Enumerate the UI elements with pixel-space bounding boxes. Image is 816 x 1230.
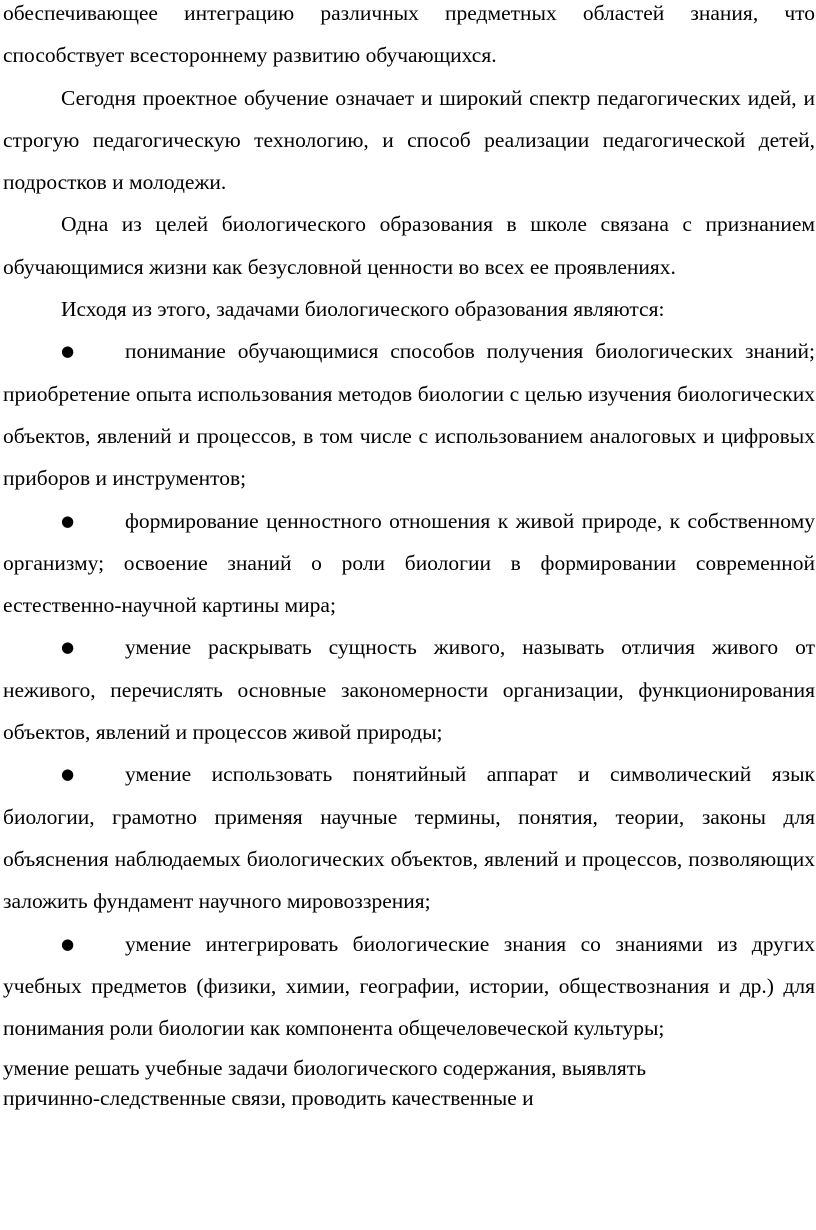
tail-line: умение решать учебные задачи биологического содержания, выявлять — [3, 1056, 647, 1081]
paragraph-continuation: обеспечивающее интеграцию различных предметных областей знания, что способствует всестороннему развитию обучающихся. — [3, 1, 815, 68]
tail-line: причинно-следственные связи, проводить качественные и — [3, 1086, 534, 1111]
bullet-icon: ● — [61, 342, 75, 361]
bullet-item — [3, 330, 815, 499]
bullet-text: умение использовать понятийный аппарат и символический язык биологии, грамотно применяя научные термины, понятия, теории, законы для объяснения наблюдаемых биологических объектов, явлений и процессов, позволяющих заложить фундамент научного мировоззрения; — [3, 762, 815, 914]
bullet-text: формирование ценностного отношения к живой природе, к собственному организму; освоение знаний о роли биологии в формировании современной естественно-научной картины мира; — [3, 508, 815, 618]
bullet-icon: ● — [61, 934, 75, 953]
tail-paragraph — [3, 1049, 815, 1113]
paragraph-biology-goal: Одна из целей биологического образования в школе связана с признанием обучающимися жизни как безусловной ценности во всех ее проявлениях. — [3, 212, 815, 279]
bullet-item — [3, 753, 815, 922]
bullet-text: понимание обучающимися способов получения биологических знаний; приобретение опыта использования методов биологии с целью изучения биологических объектов, явлений и процессов, в том числе с использованием аналоговых и цифровых приборов и инструментов; — [3, 339, 815, 491]
bullet-text: умение интегрировать биологические знания со знаниями из других учебных предметов (физики, химии, географии, истории, обществознания и др.) для понимания роли биологии как компонента общечеловеческой культуры; — [3, 931, 815, 1041]
bullet-item — [3, 500, 815, 627]
bullet-item — [3, 923, 815, 1050]
paragraph-project-learning: Сегодня проектное обучение означает и широкий спектр педагогических идей, и строгую педагогическую технологию, и способ реализации педагогической детей, подростков и молодежи. — [3, 85, 815, 195]
bullet-item — [3, 626, 815, 753]
bullet-icon: ● — [61, 765, 75, 784]
bullet-icon: ● — [61, 638, 75, 657]
bullet-text: умение раскрывать сущность живого, называть отличия живого от неживого, перечислять основные закономерности организации, функционирования объектов, явлений и процессов живой природы; — [3, 635, 815, 745]
bullet-list — [3, 330, 815, 1049]
paragraph-tasks-intro: Исходя из этого, задачами биологического образования являются: — [61, 297, 665, 322]
bullet-icon: ● — [61, 511, 75, 530]
